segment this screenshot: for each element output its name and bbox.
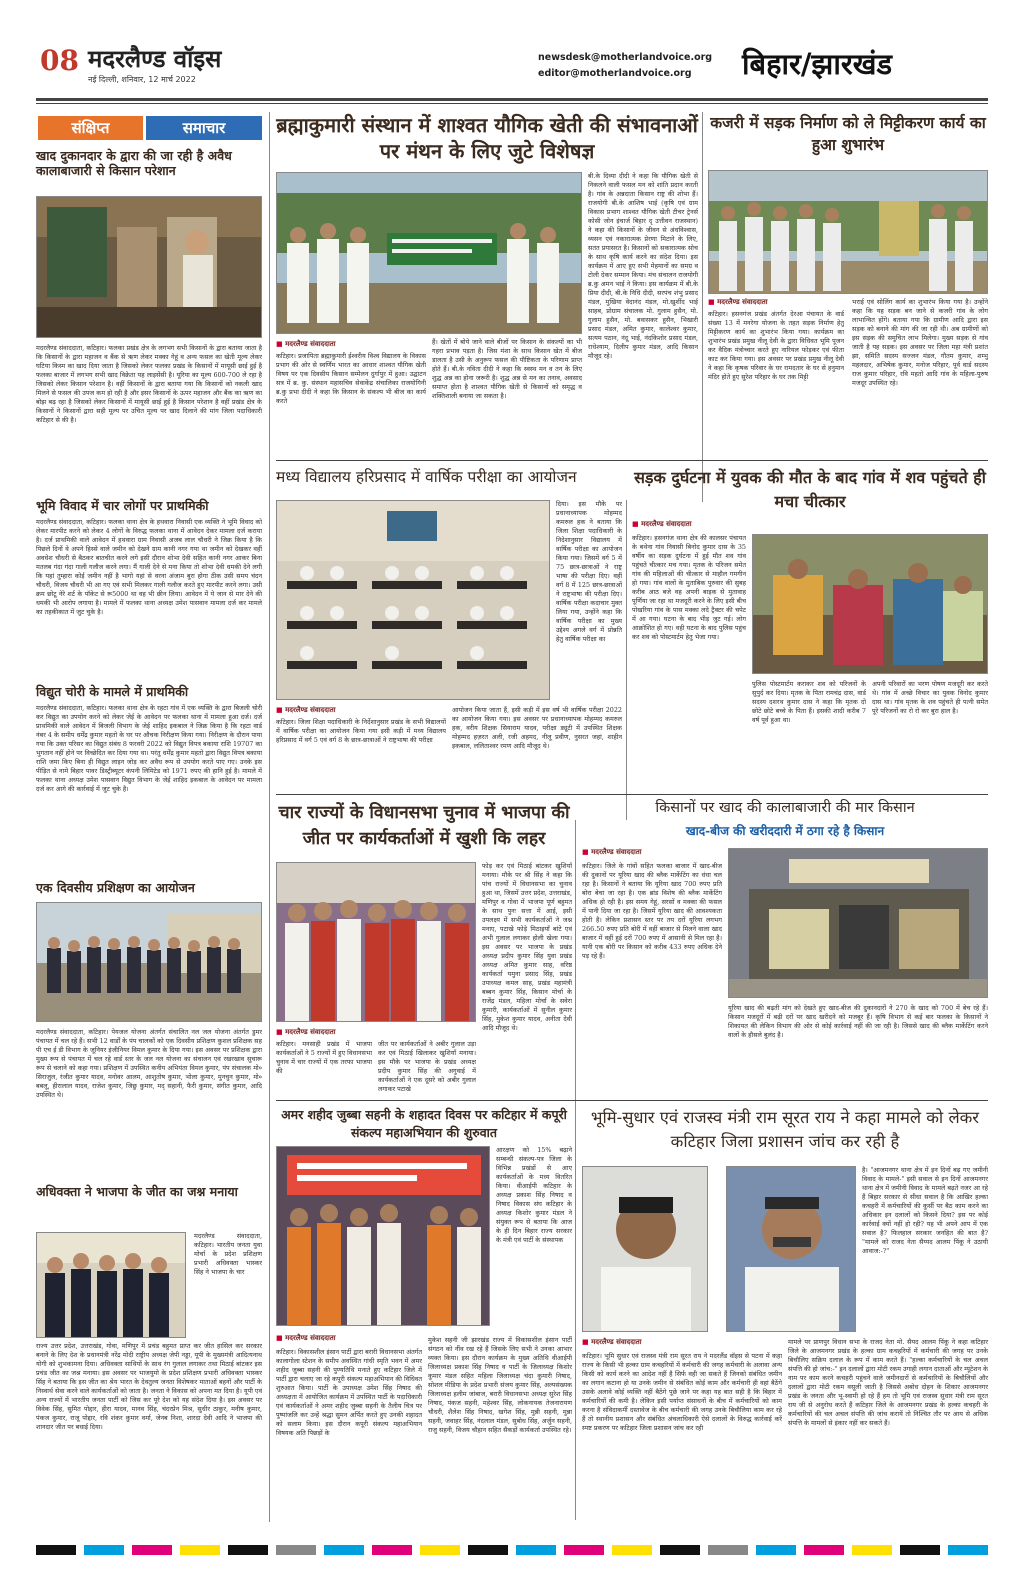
accident-col-1: कटिहार। हसनगंज थाना क्षेत्र की कालसर पंचायत के बथेना गांव निवासी बिनोद कुमार दास के 35 वर्षीय का सड़क दुर्घटना में हुई मौत शव गांव पहुंचते चीत्कार मच गया। मृतक के परिजन समेत गांव की महिलाओं की चीत्कार से माहौल गमगीन हो गया। गांव वालों के मुताबिक पुरुवार की सुबह करीब आठ बजे वह अपनी बाइक से मुतावाह पूर्णिया जा रहा था मजदूरी करने के लिए इसी बीच पोखरिया गांव के पास मक्का लदे ट्रैक्टर की चपेट में आ गया। घटना के बाद भीड़ जुट गई। लोग आक्रोशित हो गए। वही घटना के बाद पुलिस पहुंच कर शव को पोस्टमार्टम हेतु भेजा गया। [632, 534, 746, 641]
kajri-headline: कजरी में सड़क निर्माण को ले मिट्टीकरण कार्य का हुआ शुभारंभ [710, 113, 986, 154]
section-title: बिहार/झारखंड [742, 47, 892, 81]
page-number: 08 [40, 44, 79, 77]
kisan-headline: किसानों पर खाद की कालाबाजारी की मार किसान [655, 800, 915, 816]
jubba-col-1: कटिहार। विकासशील इंसान पार्टी द्वारा बरारी विधानसभा अंतर्गत कालागोला स्टेशन के समीप अवस्थित गांधी स्मृति भवन में अमर शहीद जुब्बा सहनी की पुण्यतिथि मनाते हुए कटिहार जिले में पार्टी द्वारा चलाए जा रहे कपूरी संकल्प महाअभियान की विधिवत शुरुआत किया। पार्टी के उपाध्यक्ष उमेश सिंह निषाद की अध्यक्षता में आयोजित कार्यक्रम में उपस्थित पार्टी के पदाधिकारी एवं कार्यकर्ताओं ने अमर शहीद जुब्बा सहनी के तैलीय चित्र पर पुष्पांजलि कर उन्हें श्रद्धा सुमन अर्पित करते हुए उनकी शहादत को सलाम किया। इस दौरान कपूरी संकल्प महाअभियान विषयक अति पिछड़ों के [276, 1348, 422, 1437]
bjp-col-3: फोड़ कर एवं मिठाई बांटकर खुशियाँ मनाया। मौके पर श्री सिंह ने कहा कि पांच राज्यों में विधानसभा का चुनाव हुआ था, जिसमें उत्तर प्रदेश, उत्तराखंड, मणिपुर व गोवा में भाजपा पूर्ण बहुमत के साथ पुनः सत्ता में आई, इसी उपलक्ष्य में सभी कार्यकर्ताओं ने जश्न मनाए, पटाखे फोड़े मिठाइयाँ बांटे एवं अभी गुलाल लगाकर होली खेला गया। इस अवसर पर भाजपा के प्रखंड अध्यक्ष प्रदीप कुमार सिंह युवा प्रखंड अध्यक्ष अमित कुमार साह, वरिष्ठ कार्यकर्ता यमुना प्रसाद सिंह, प्रखंड उपाध्यक्ष कमल साह, प्रखंड महामंत्री बब्बन कुमार सिंह, किसान मोर्चा के राजेंद्र मंडल, महिला मोर्चा के सवेरा कुमारी, कार्यकर्ताओं में सुनील कुमार सिंह, मुकेश कुमार यादव, अनीता देवी आदि मौजूद थे। [482, 862, 572, 1032]
main-col-2: हैं। खेतों में बोये जाने वाले बीजों पर किसान के संकल्पों का भी गहरा प्रभाव पड़ता है। जिस मंशा के साथ किसान खेत में बीज डालता है उसी के अनुरूप फसल की पौष्टिकता के परिणाम प्राप्त होते हैं। बी.के नविता दीदी ने कहा कि स्वस्थ मन व तन के लिए शुद्ध अन्न का होना जरूरी है। शुद्ध अन्न से मन का तनाव, अवसाद समाप्त होता है शाश्वत यौगिक खेती से किसानों को समृद्ध व शक्तिशाली बनाया जा सकता है। [432, 338, 582, 400]
divider-3 [276, 1100, 988, 1101]
brief-4-body: मदरलैण्ड संवाददाता, कटिहार। पेयजल योजना अंतर्गत संचालित नल जल योजना अंतर्गत डुमर पंचायत में चल रहे हैं। सभी 12 वार्डों के पंप चालकों को एक दिवसीय प्रशिक्षण कुशल प्रशिक्षक सह पी एच ई डी विभाग के जूनियर इंजीनियर विमल कुमार के दिया गया। इस अवसर पर प्रशिक्षक द्वारा मुख्य रूप से पंचायत में चल रहे वार्ड स्तर के जल नल योजना का संचालन एवं रखरखाव सुचारू रूप से चलाने को कहा गया। प्रशिक्षण में उपस्थित कनीय अभियंता विमल कुमार, पंप संचालक मो० सिराजुल, रंजीत कुमार यादव, मनोवर आलम, आशुतोष कुमार, भोला कुमार, मुनचुन कुमार, मो० बबलू, हीरालाल यादव, राजेश कुमार, जिछु कुमार, मद् सहानी, फैरी कुमार, संगीत कुमार, आदि उपस्थित थे। [36, 1028, 262, 1099]
minister-col-1: कटिहार। भूमि सुधार एवं राजस्व मंत्री राम सूरत राय ने मदरलैंड वॉइस से पटना में कहा राज्य के किसी भी हल्का ग्राम कचहरियों में कर्मचारी की जगह कर्मचारी के अलावा अन्य किसी को कार्य करने का आदेश नहीं है सिर्फ वही जा सकते हैं जिनको संबंधित जमीन का लगान कटाना हो या उनके जमीन से संबंधित कोई काम और कर्मचारी ही वहां बैठेंगे उसके अलावे कोई व्यक्ति नहीं बैठेंगे पूछे जाने पर कहा यह बात सही है कि बिहार में कर्मचारियों की कमी है। लेकिन इसी पर्याप्त संसाधनों के बीच में कर्मचारियों को काम करना है संविदाकर्मी दस्तावेज के बीच कर्मचारी की जगह उनके बिचौलिया काम कर रहे हैं तो स्थानीय प्रशासन और संबंधित अंचलाधिकारी ऐसे दलालों के विरुद्ध कार्रवाई करें स्पष्ट प्रकरण पर कटिहार जिला प्रशासन जांच कर रही [582, 1352, 782, 1432]
bjp-byline: ■ मदरलैण्ड संवाददाता [276, 1028, 336, 1037]
paper-name: मदरलैण्ड वॉइस [88, 44, 222, 73]
kisan-subhead: खाद-बीज की खरीददारी में ठगा रहे है किसान [685, 824, 885, 838]
divider-2 [276, 794, 988, 795]
brief-2-body: मदरलैण्ड संवाददाता, कटिहार। फलका थाना क्षेत्र के हथवारा निवासी एक व्यक्ति ने भूमि विवाद को लेकर मारपीट करने को लेकर 4 लोगों के विरुद्ध फलका थाना में आवेदन देकर मामला दर्ज कराया है। दर्ज प्राथमिकी वाले आवेदन में हथवारा ग्राम निवासी अजब लाल चौधरी ने जिक्र किया है कि पिछले दिनों वे अपने हिस्से वाले जमीन को देखने ग्राम कानी नगर गया था जमीन को देखकर वहीं अवधेश चौधरी से बैठकर बातचीत करने लगे इसी दौरान शोभा देवी सहित कानी नगर आकर बिना मतलब गंदा गंदा गाली गलौज करने लगा। मैं गाली देने से मना किया तो शोभा देवी धमकी देने लगी कि यहां तुम्हारा कोई जमीन नहीं है भागो यहां से वरना अंजाम बुरा होगा ठीक उसी समय चंदन चौधरी, विजय चौधरी भी आ गए एवं सभी मिलकर गाली गलौज करते हुए मारपीट करने लगा। उसी क्रम छोटू नेरे शर्ट के पॉकेट से रू5000 था वह भी छीन लिया। आवेदन में ये जान से मार देने की धमकी भी आरोप लगाया है। मामले में फलका थाना अध्यक्ष उमेश पासवान मामला दर्ज कर मामले का तहकीकात में जुट चुके है। [36, 518, 262, 616]
portrait-man-1-image [583, 1167, 708, 1332]
exam-col-2: आयोजन किया जाता हैं, इसी कड़ी में इस वर्ष भी वार्षिक परीक्षा 2022 का आयोजन किया गया। इस अवसर पर प्रधानाध्यापक मोहम्मद कमरुल हक, वरीय शिक्षक सियाराम यादव, परीक्षा ड्यूटी में उपस्थित शिक्षक मोहम्मद हज़रत अली, रजी अहमद, नीलू प्रवीण, नुसरत जहां, शाहीन इकबाल, ललिताश्वर रमण आदि मौजूद थे। [452, 706, 622, 750]
training-group-image [37, 903, 262, 1022]
exam-col-1: कटिहार। जिला शिक्षा पदाधिकारी के निर्देशानुसार प्रखंड के सभी विद्यालयों में वार्षिक परीक्षा का आयोजन किया गया इसी कड़ी में मध्य विद्यालय हरिप्रसाद में वर्ग 5 एवं वर्ग 8 के छात्र-छात्राओं ने राष्ट्रभाषा की परीक्षा [276, 718, 446, 744]
bjp-col-1: कटिहार। मनसाही प्रखंड में भाजपा कार्यकर्ताओं ने 5 राज्यों में हुए विधानसभा चुनाव में चार राज्यों में एक तरफा भाजपा की [276, 1040, 372, 1075]
kajri-col-2: भराई एवं सोलिंग कार्य का शुभारंभ किया गया है। उन्होंने कहा कि यह सड़क बन जाने से कजरी गांव के लोग लाभान्वित होंगे। बताया गया कि ग्रामीण आदि द्वारा इस सड़क को बनाने की मांग की जा रही थी। अब ग्रामीणों को इस सड़क की समुचित लाभ मिलेगा। मुख्य सड़क से गांव जाती है यह सड़क। इस अवसर पर जिला महा मंत्री प्रशांत झा, समिति सदस्य सज्जन मंडल, गौतम कुमार, शम्भु महलदार, अभिषेक कुमार, मनोज परिहार, पूर्व वार्ड सदस्य राज कुमार परिहार, रवि महतो आदि गांव के महिला-पुरुष मजदूर उपस्थित रहे। [852, 298, 988, 387]
column-rule-mid-3 [575, 820, 576, 1520]
masthead-rule-thin [36, 103, 988, 104]
brief-tag-2: समाचार [146, 116, 262, 140]
kajri-byline: ■ मदरलैण्ड संवाददाता [708, 298, 768, 307]
exam-byline: ■ मदरलैण्ड संवाददाता [276, 706, 336, 715]
brief-4-title: एक दिवसीय प्रशिक्षण का आयोजन [36, 880, 195, 895]
exam-hall-image [277, 501, 550, 700]
road-inauguration-image [709, 171, 988, 294]
brief-5-body-side: मदरलैण्ड संवाददाता, कटिहार। भारतीय जनता युवा मोर्चा के प्रदेश प्रशिक्षण प्रभारी अधिवक्ता भास्कर सिंह ने भाजपा के चार [194, 1232, 262, 1276]
minister-byline: ■ मदरलैण्ड संवाददाता [582, 1338, 642, 1347]
brief-1-photo [36, 196, 262, 338]
kajri-photo [708, 170, 988, 294]
column-rule-mid [702, 112, 703, 502]
main-headline: ब्रह्माकुमारी संस्थान में शाश्वत यौगिक खेती की संभावनाओं पर मंथन के लिए जुटे विशेषज्ञ [276, 113, 698, 163]
accident-col-3: अपनी परिवारों का भरण पोषण मजदूरी कर करते थे। गांव में अच्छे विचार का युवक विनोद कुमार दास था। गांव मृतक के शव पहुंचते ही पत्नी समेत पूरे परिजनों का रो रो कर बुरा हाल है। [872, 680, 988, 715]
main-photo [276, 172, 582, 334]
bjp-photo [276, 862, 476, 1022]
jubba-byline: ■ मदरलैण्ड संवाददाता [276, 1334, 336, 1343]
portrait-man-2-image [727, 1167, 856, 1332]
kisan-col-1: कटिहार। जिले के गांवों सहित फलका बाजार में खाद-बीज की दुकानों पर यूरिया खाद की ब्लैक मार्केटिंग का धंधा चल रहा है। किसानों ने बताया कि यूरिया खाद 700 रुपए प्रति बोरा बेचा जा रहा है। एक ब्रांड विशेष की ब्लैक मार्केटिंग अधिक हो रही है। इस समय गेहूं, सरसों व मक्का की फसल में पानी दिया जा रहा है। जिसमें यूरिया खाद की आवश्यकता होती है। लेकिन प्रशासन स्तर पर तय दरों यूरिया लगभग 266.50 रुपए प्रति बोरी में वहीं बाजार से मिलने वाला खाद बाजार में वहीं हुई दरों 700 रुपए में आसानी से मिल रहा है। यानी एक बोरी पर किसान को करीब 433 रुपए अधिक देने पड़ रहे हैं। [582, 862, 722, 960]
divider-1 [276, 460, 988, 461]
masthead-rule [36, 98, 988, 101]
brief-2-title: भूमि विवाद में चार लोगों पर प्राथमिकी [36, 498, 209, 513]
kisan-photo [728, 848, 988, 998]
bjp-col-2: जीत पर कार्यकर्ताओं ने अबीर गुलाल उड़ा कर एवं मिठाई खिलाकर खुशियाँ मनाया। इस मौके पर भाजपा के प्रखंड अध्यक्ष प्रदीप कुमार सिंह की अगुवाई में कार्यकर्ताओं ने एक दूसरे को अबीर गुलाल लगाकर पटाखे [378, 1040, 476, 1093]
brief-5-photo [36, 1232, 186, 1338]
shop-photo-image [37, 197, 262, 338]
bjp-celebration-image [277, 863, 476, 1022]
brief-3-body: मदरलैण्ड संवाददाता, कटिहार। फलका थाना क्षेत्र के रहटा गांव में एक व्यक्ति के द्वारा बिजली चोरी कर विद्युत का उपयोग करने को लेकर जेई के आवेदन पर फलका थाना में मामला हुआ दर्ज। दर्ज प्राथमिकी वाले आवेदन में बिजली विभाग के जेई शाहिद इकबाल ने जिक्र किया है कि रहटा वार्ड नंबर 4 के समीप धर्मेंद्र कुमार महतो के घर पर औचक निरीक्षण किया गया। निरीक्षण के दौरान पाया गया कि उक्त परिसर का विद्युत संबंध 8 फरवरी 2022 को विद्युत विपत्र बकाया राशि 19707 का भुगतान नहीं होने पर विच्छेदित कर दिया गया था। परंतु धर्मेंद्र कुमार महतो द्वारा विद्युत विपत्र बकाया राशि जमा किए बिना ही विद्युत लाइन जोड़ कर अवैध रूप से उपयोग करते पाए गए। उनके इस पीड़ित से नामे बिहार पावर डिस्ट्रीब्यूटर कंपनी लिमिटेड को 1971 रुपए की हानि हुई है। मामले में फलका थाना अध्यक्ष उमेश पासवान विद्युत विभाग के जेई शाहिद इकबाल के आवेदन पर मामला दर्ज कर आगे की कार्रवाई में जुट चुके है। [36, 704, 262, 793]
grieving-women-image [753, 535, 988, 674]
accident-headline: सड़क दुर्घटना में युवक की मौत के बाद गांव में शव पहुंचते ही मचा चीत्कार [634, 468, 986, 511]
brief-3-title: विद्युत चोरी के मामले में प्राथमिकी [36, 684, 189, 699]
brief-tag-1: संक्षिप्त [38, 116, 143, 140]
dateline: नई दिल्ली, शनिवार, 12 मार्च 2022 [88, 75, 196, 84]
celebration-photo-image [37, 1233, 186, 1338]
minister-col-2: मामले पर प्राणपुर विधान सभा के राजद नेता मो. सैयद आलम पिंकू ने कहा कटिहार जिले के आजमनगर प्रखंड के हल्का ग्राम कचहरियों में कर्मचारी की जगह पर उनके बिचौलिए सक्रिय दलाल के रूप में काम करते हैं। "हल्का कर्मचारियों के चल अचल संपत्ति की हो जांच:-" इन दलालों द्वारा मोटी रकम उगाही लगान दाताओं और म्यूटेशन के नाम पर काम करने कचहरी पहुंचने वाले जमीनदारों से कर्मचारियों के बिचौलियों और दलालों द्वारा मोटी रकम वसूली जाती है जिससे अबोध दोहन के शिकार आजमनगर प्रखंड के जनता और भू-स्वामी हो रहे हैं हम तो भूमि एवं राजस्व सुधार मंत्री राम सूरत राय जी से अनुरोध करते हैं कटिहार जिले के आजमनगर प्रखंड के हल्का कचहरी के कर्मचारियों की चल अचल संपत्ति की जांच करायें तो निश्चित तौर पर आय से अधिक संपत्ति के मामलों से इंकार नहीं कर सकते हैं। [788, 1338, 988, 1427]
jubba-side: आरक्षण को 15% बढ़ाने सम्बन्धी संकल्प-पत्र जिला के विभिन्न प्रखंडों से आए कार्यकर्ताओं के मध्य वितरित किया। वीआईपी कटिहार के अध्यक्ष प्रकाश सिंह निषाद व निषाद विकास संघ कटिहार के अध्यक्ष किशोर कुमार मंडल ने संयुक्त रूप से बताया कि आज के ही दिन बिहार राज्य सरकार के मंत्री एवं पार्टी के संस्थापक [496, 1146, 572, 1244]
kisan-byline: ■ मदरलैण्ड संवाददाता [582, 848, 642, 857]
exam-headline: मध्य विद्यालय हरिप्रसाद में वार्षिक परीक्षा का आयोजन [276, 468, 577, 486]
jubba-event-image [277, 1147, 490, 1326]
brief-1-title: खाद दुकानदार के द्वारा की जा रही है अवैध कालाबाजारी से किसान परेशान [36, 148, 232, 178]
exam-side: दिया। इस मौके पर प्रधानाध्यापक मोहम्मद कमरुल हक ने बताया कि जिला शिक्षा पदाधिकारी के निदेशानुसार विद्यालय में वार्षिक परीक्षा का आयोजन किया गया। जिसमें वर्ग 5 में 75 छात्र-छात्राओं ने राष्ट्र भाषा की परीक्षा दिए। वहीं वर्ग 8 में 125 छात्र-छात्राओं ने राष्ट्रभाषा की परीक्षा दिए। वार्षिक परीक्षा कदाचार मुक्त लिया गया, उन्होंने कहा कि वार्षिक परीक्षा का मुख्य उद्देश्य अगले वर्ग में प्रोन्नति हेतु वार्षिक परीक्षा का [556, 500, 622, 643]
exam-photo [276, 500, 550, 700]
brief-1-body: मदरलैण्ड संवाददाता, कटिहार। फलका प्रखंड क्षेत्र के लगभग सभी किसानों के द्वारा बताया जाता है कि किसानों के द्वारा महाजन व बैंक से ऋण लेकर मक्का गेहूं व अन्य फसल का खेती मूल्य लेकर घटिया किस्म का खाद दिया जाता है जिसको लेकर फलका प्रखंड के किसानों में मायूसी छाई हुई है फलका बाजार में लगभग सभी खाद विक्रेता यह लाइसेंसी है। यूरिया का मूल्य 600-700 ले रहा है जिसको लेकर किसान परेशान है। वहीं किसानों के द्वारा बताया गया कि किसानों को नकली खाद मिलने से फसल की उपज कम हो रही है और इसर किसानों के ऊपर महाजन और बैंक का ऋण का बोझ बढ़ रहा है जिसको लेकर किसानों में मायूसी छाई हुई है किसान परेशान है वहीं प्रखंड क्षेत्र के किसानों ने किसानों द्वारा सही मूल्य पर उचित मूल्य पर खाद दिलाने की मांग जिला पदाधिकारी कटिहार से की है। [36, 344, 262, 424]
column-rule-mid-2 [626, 500, 627, 820]
bjp-headline: चार राज्यों के विधानसभा चुनाव में भाजपा की जीत पर कार्यकर्ताओं में खुशी कि लहर [278, 803, 570, 849]
print-color-bar [36, 1540, 988, 1550]
minister-photo-1 [582, 1166, 708, 1332]
jubba-photo [276, 1146, 490, 1326]
main-col-3: बी.के दिव्या दीदी ने कहा कि यौगिक खेती से निकलने वाली फसल मन को शांति प्रदान करती है। गांव के अन्नदाता किसान राष्ट्र की शोभा हैं। राजयोगी बी.के आशिष भाई (कृषि एवं ग्राम विकास प्रभाग शाश्वत यौगिक खेती टीचर ट्रेनर्स कोसी जोन इंचार्ज बिहार दृ उत्तीवन राजस्थान) ने कहा की किसानों के जीवन से अंधविश्वास, व्यसन एवं नकारात्मक प्रेरणा मिटाने के लिए, सतत प्रयासरत है। किसानों को सकारात्मक सोच के साथ कृषि कार्य करने का संदेश दिया। इस कार्यक्रम में आए हुए सभी मेहमानों का समग्र व टोली देकर सम्मान किया। मंच संचालन राजयोगी ब्र.कु अमन भाई ने किया। इस कार्यक्रम में बी.के प्रिया दीदी, बी.के निधि दीदी, सरपंच शंभु प्रसाद मंडल, मुखिया वेदानंद मंडल, मो.खुर्शीद भाई साहब, प्रोग्राम संचालक मो. गुलाम हुसैन, मो. गुलाम हुसैन, मो. बवासकर हुसैन, भिखारी प्रसाद मंडल, अमित कुमार, कालेश्वर कुमार, सत्यम पठान, नंदू भाई, नंदकिशोर प्रसाद मंडल, राधेश्याम, दिलीप कुमार मंडल, आदि किसान मौजूद रहे। [588, 172, 698, 360]
kisan-col-2: यूरिया खाद की बढ़ती मांग को देखते हुए खाद-बीज की दुकानदारों ने 270 के खाद को 700 में बेच रहे हैं। किसान मजदूरों में बढ़ी दरों पर खाद खरीदने को मजबूर हैं। कृषि विभाग से कई बार फलका के किसानों ने शिकायत की लेकिन विभाग की ओर से कोई कार्रवाई नहीं की जा रही है। जिससे खाद की ब्लैक मार्केटिंग करने वालों के हौसले बुलंद है। [728, 1004, 988, 1039]
print-marks-image [36, 1545, 988, 1555]
kajri-col-1: कटिहार। हसनगंज प्रखंड अंतर्गत देरआ पंचायत के वार्ड संख्या 13 में मनरेगा योजना के तहत सड़क निर्माण हेतु मिट्टीकरण कार्य का शुभारंभ किया गया। कार्यक्रम का शुभारंभ प्रखंड प्रमुख नीलू देवी के द्वारा विधिवत भूमि पूजन कर वैदिक मंत्रोच्चार करते हुए नारियल फोड़कर एवं फीता काट कर किया गया। इस अवसर पर प्रखंड प्रमुख नीलू देवी ने कहा कि कृषक परिवार के घर रामदतार के घर से हनुमान मंदिर होते हुए सुरेश परिहार के घर तक मिट्टी [708, 310, 844, 381]
email-newsdesk[interactable]: newsdesk@motherlandvoice.org [538, 52, 713, 63]
accident-col-2: पुलिस पोस्टमार्टम कराकर शव को परिजनों के सुपुर्द कर दिया। मृतक के पिता रामचंद्र दास, वार्ड सदस्य दशरथ कुमार दास ने कहा कि मृतक दो छोटे छोटे बच्चे के पिता हैं। इसकी शादी करीब 7 वर्ष पूर्व हुआ था। [752, 680, 866, 724]
brief-4-photo [36, 902, 262, 1022]
jubba-headline: अमर शहीद जुब्बा सहनी के शहादत दिवस पर कटिहार में कपूरी संकल्प महाअभियान की शुरुवात [281, 1107, 567, 1140]
column-rule-left [269, 112, 270, 1522]
brief-column [36, 112, 264, 1522]
jubba-col-2: मुकेश सहनी जी झारखंड राज्य में विकासशील इंसान पार्टी संगठन को नींव रख रहे हैं जिसके लिए सभी ने उनका आभार व्यक्त किया। इस दौरान कार्यक्रम के मुख्य अतिथि वीआईपी जिलाध्यक्ष प्रकाश सिंह निषाद व पार्टी के जिलाध्यक्ष किशोर कुमार मंडल सहित महिला जिलाध्यक्ष चंदा कुमारी निषाद, सोशल मीडिया के प्रदेश प्रभारी संजय कुमार सिंह, अल्पसंख्यक जिलाध्यक्ष हलीम जांबाज, बरारी विधानसभा अध्यक्ष सुरेश सिंह निषाद, पंकज सहनी, महेश्वर सिंह, लोकनायक तेजनारायण चौधरी, शैलेश सिंह निषाद, खगेश सिंह, मुन्नी सहनी, मुन्ना सहनी, जवाहर सिंह, नंदलाल मंडल, सुबोध सिंह, अर्जुन सहनी, राजु सहनी, विजय चौहान सहित सैकड़ों कार्यकर्ता उपस्थित रहे। [428, 1336, 572, 1434]
minister-photo-2 [726, 1166, 856, 1332]
brief-5-body: राज्य उत्तर प्रदेश, उत्तराखंड, गोवा, मणिपुर में प्रचंड बहुमत प्राप्त कर जीत हासिल कर सरकार बनाने के लिए देश के प्रधानमंत्री नरेंद्र मोदी राष्ट्रीय अध्यक्ष जेपी नड्डा, यूपी के मुख्यमंत्री आदित्यनाथ योगी को शुभकामना दिया। अधिवक्ता साथियों के साथ रंग गुलाल लगाकर तथा मिठाई बांटकर इस प्रचंड जीत का जश्न मनाया। इस अवसर पर भाजयुमो के प्रदेश प्रशिक्षण प्रभारी अधिवक्ता भास्कर सिंह ने बताया कि इस जीत का श्रेय भारत के देवतुल्य जनता विशेषकर माताओं बहनों और पार्टी के निस्वार्थ सेवा करने वाले कार्यकर्ताओं को जाता है। जनता ने विकास को अपना मत दिया है। यूपी एवं अन्य राज्यों में भारतीय जनता पार्टी को जिस कर पूरे देश को यह संदेश दिया है। इस अवसर पर विवेक सिंह, सुमित पोद्दार, हीरा यादव, मानव सिंह, चंदरप्रेन मिश्र, सुधीर ठाकुर, मनीष कुमार, पंकज कुमार, राजू पोद्दार, रवि शंकर कुमार वर्मा, जेनब निशा, शारदा देवी आदि ने भाजपा की शानदार जीत पर बधाई दिया। [36, 1342, 262, 1431]
minister-side: है। "आजमनगर थाना क्षेत्र में इन दिनों बढ़ गए जमीनी विवाद के मामले-" इसी सवाल से इन दिनों आजमनगर थाना क्षेत्र में जमीनी विवाद के मामले बढ़ते नजर आ रहे हैं बिहार सरकार से सीधा सवाल है कि आखिर हल्का कचहरी में कर्मचारियों की कुर्सी पर बैठ काम करने का अधिकार इन दलालों को किसने दिया? इस पर कोई कार्रवाई क्यों नहीं हो रही? यह भी अपने आप में एक सवाल है? फिलहाल सरकार जनहित की बात है? "मामले को राजद नेता सैय्यद आलम पिंकू ने उठायी आवाज:-?" [862, 1166, 988, 1255]
minister-headline: भूमि-सुधार एवं राजस्व मंत्री राम सूरत राय ने कहा मामले को लेकर कटिहार जिला प्रशासन जांच कर रही है [590, 1108, 980, 1151]
accident-byline: ■ मदरलैण्ड संवाददाता [632, 520, 692, 529]
main-byline: ■ मदरलैण्ड संवाददाता [276, 340, 336, 349]
masthead [0, 0, 1024, 100]
accident-photo [752, 534, 988, 674]
brief-5-title: अधिवक्ता ने भाजपा के जीत का जश्न मनाया [36, 1184, 238, 1199]
fertilizer-shop-image [729, 849, 988, 998]
email-editor[interactable]: editor@motherlandvoice.org [538, 68, 692, 79]
farm-meeting-image [277, 173, 582, 334]
main-col-1: कटिहार। प्रजापिता ब्रह्माकुमारी ईश्वरीय विश्व विद्यालय के विकास प्रभाग की ओर से स्वर्णिम भारत का आधार शाश्वत यौगिक खेती विषय पर एक दिवसीय किसान सम्मेलन दुर्गापुर में हुआ। उद्घाटन सत्र में ब्र. कु. संस्थान महासचिव सेवाकेंद्र संचालिका राजयोगिनी ब्र.कु प्रभा दीदी ने कहा कि किसान के संकल्प भी बीज का कार्य करते [276, 352, 426, 405]
